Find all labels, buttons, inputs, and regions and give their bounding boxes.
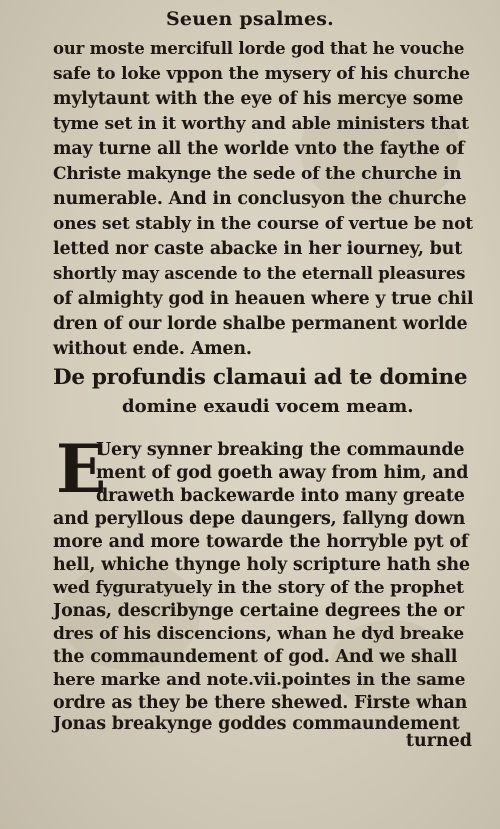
text-line: wed fyguratyuely in the story of the prophet: [53, 578, 464, 598]
text-line: dren of our lorde shalbe permanent worlde: [53, 314, 468, 334]
text-line: Uery synner breaking the commaunde: [96, 440, 465, 460]
catchword: turned: [405, 731, 472, 751]
text-line: safe to loke vppon the mysery of his churche: [53, 64, 470, 84]
text-line: ones set stably in the course of vertue be not: [53, 214, 473, 234]
running-head: Seuen psalmes.: [166, 8, 334, 30]
text-line: the commaundement of god. And we shall: [53, 647, 458, 667]
text-line: here marke and note.vii.pointes in the same: [53, 670, 466, 690]
text-line: Christe makynge the sede of the churche in: [53, 164, 462, 184]
text-line: mylytaunt with the eye of his mercye some: [53, 89, 464, 109]
text-line: shortly may ascende to the eternall pleasures: [53, 264, 466, 283]
text-line: hell, whiche thynge holy scripture hath she: [53, 555, 470, 575]
text-line: Jonas, describynge certaine degrees the or: [53, 601, 464, 621]
text-line: our moste mercifull lorde god that he vouche: [53, 39, 465, 58]
text-line: without ende. Amen.: [53, 339, 252, 359]
text-line: Jonas breakynge goddes commaundement: [53, 714, 460, 734]
text-line: draweth backewarde into many greate: [96, 486, 465, 506]
text-line: ment of god goeth away from him, and: [96, 463, 469, 483]
text-line: of almighty god in heauen where y true chil: [53, 289, 474, 309]
text-line: dres of his discencions, whan he dyd breake: [53, 624, 465, 644]
psalm-subheading: domine exaudi vocem meam.: [122, 396, 414, 417]
text-line: letted nor caste abacke in her iourney, but: [53, 239, 463, 259]
psalm-heading: De profundis clamaui ad te domine: [53, 365, 468, 390]
text-line: may turne all the worlde vnto the faythe of: [53, 139, 465, 159]
text-line: tyme set in it worthy and able ministers that: [53, 114, 469, 134]
text-line: numerable. And in conclusyon the churche: [53, 189, 467, 209]
text-line: ordre as they be there shewed. Firste whan: [53, 693, 468, 713]
text-line: more and more towarde the horryble pyt of: [53, 532, 469, 552]
text-line: and peryllous depe daungers, fallyng down: [53, 509, 466, 529]
drop-cap: E: [56, 430, 107, 508]
